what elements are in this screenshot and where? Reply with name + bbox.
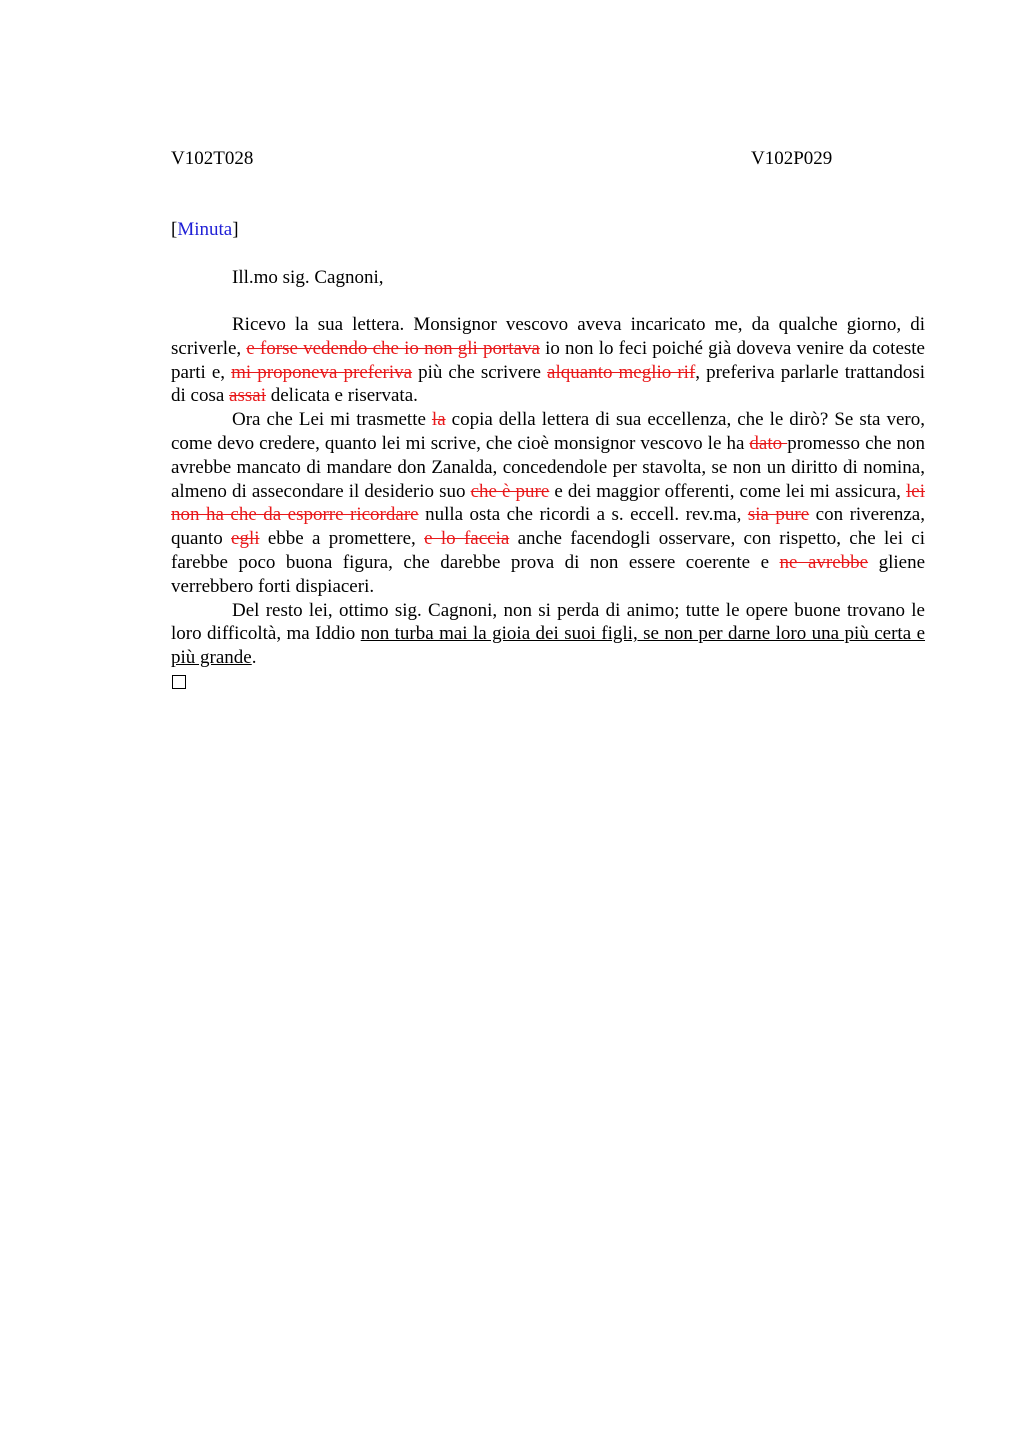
text-segment: ebbe a promettere,: [259, 528, 425, 550]
text-segment: .: [251, 647, 257, 669]
text-segment: delicata e riservata.: [265, 385, 418, 407]
text-segment: io non lo feci poiché già doveva venire da coteste parti e,: [171, 337, 925, 383]
deleted-text: che è pure: [470, 480, 550, 502]
salutation: Ill.mo sig. Cagnoni,: [232, 267, 384, 288]
text-segment: anche facendogli osservare, con rispetto, che lei ci farebbe poco buona figura, che darebbe prova di non essere coerente e: [171, 528, 925, 573]
paragraph-2: [171, 408, 925, 598]
minuta-tag: Minuta: [177, 219, 233, 240]
letter-body: [171, 313, 925, 689]
code-right: V102P029: [751, 148, 833, 169]
deleted-text: la: [431, 409, 446, 431]
document-codes: [171, 147, 927, 171]
text-segment: copia della lettera di sua eccellenza, che le dirò? Se sta vero, come devo credere, quanto lei mi scrive, che cioè monsignor vescovo le ha: [171, 409, 925, 454]
text-segment: e dei maggior offerenti, come lei mi assicura,: [549, 480, 906, 502]
deleted-text: e forse vedendo che io non gli portava: [246, 337, 540, 359]
text-segment: con riverenza, quanto: [171, 504, 925, 550]
text-segment: nulla osta che ricordi a s. eccell. rev.ma,: [418, 504, 748, 526]
text-segment: Ricevo la sua lettera. Monsignor vescovo aveva incaricato me, da qualche giorno, di scriverle,: [171, 314, 925, 359]
deleted-text: dato: [749, 432, 788, 454]
deleted-text: ne avrebbe: [779, 551, 869, 573]
text-segment: gliene verrebbero forti dispiaceri.: [171, 551, 926, 597]
text-segment: , preferiva parlarle trattandosi di cosa: [171, 361, 925, 407]
open-bracket: [: [171, 219, 178, 240]
text-segment: Ora che Lei mi trasmette: [232, 409, 432, 431]
close-bracket: ]: [232, 219, 239, 240]
deleted-text: lei non ha che da esporre ricordare: [171, 480, 925, 526]
deleted-text: alquanto meglio rif: [547, 361, 696, 383]
text-segment: più che scrivere: [412, 361, 548, 383]
end-marker-box: [172, 675, 186, 689]
deleted-text: e lo faccia: [424, 528, 510, 550]
deleted-text: egli: [231, 528, 260, 550]
underlined-text: non turba mai la gioia dei suoi figli, se non per darne loro una più certa e più grande: [171, 623, 926, 669]
code-left: V102T028: [171, 148, 254, 169]
text-segment: Del resto lei, ottimo sig. Cagnoni, non si perda di animo; tutte le opere buone trovano le loro difficoltà, ma Iddio: [171, 599, 925, 645]
paragraph-3: [171, 599, 925, 670]
document-type-label: [171, 218, 239, 242]
deleted-text: assai: [229, 385, 266, 407]
text-segment: promesso che non avrebbe mancato di mandare don Zanalda, concedendole per stavolta, se non un diritto di nomina, almeno di assecondare il desiderio suo: [171, 432, 925, 502]
paragraph-1: [171, 313, 925, 408]
deleted-text: sia pure: [747, 504, 810, 526]
deleted-text: mi proponeva preferiva: [231, 361, 413, 383]
